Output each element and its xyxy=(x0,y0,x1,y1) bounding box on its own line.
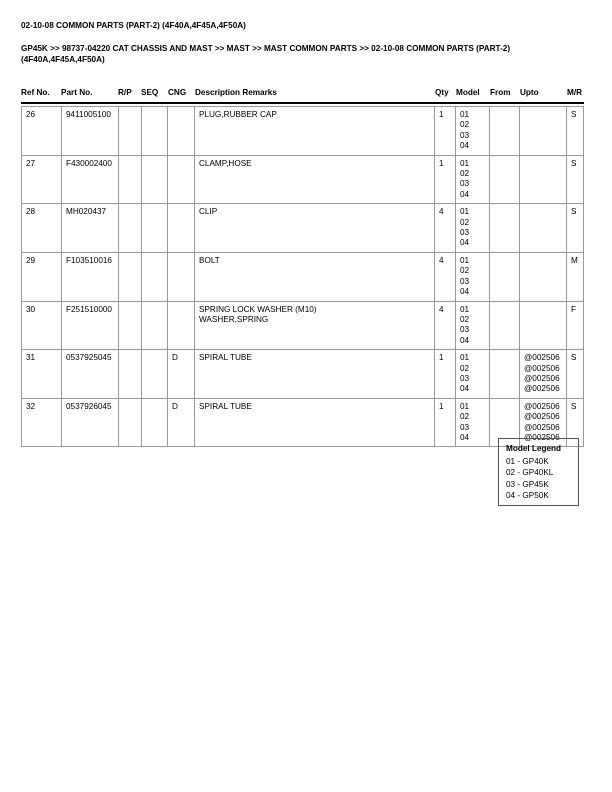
model-line: 01 xyxy=(460,304,470,314)
seq-cell xyxy=(142,350,168,399)
ref-no-cell: 28 xyxy=(22,204,62,253)
cng-cell xyxy=(168,252,195,301)
header-ref-no: Ref No. xyxy=(21,88,50,97)
part-no-cell: 0537925045 xyxy=(62,350,119,399)
part-no-cell: F103510016 xyxy=(62,252,119,301)
legend-item: 01 - GP40K xyxy=(506,457,549,467)
rp-cell xyxy=(119,252,142,301)
model-line: 01 xyxy=(460,158,470,168)
table-row xyxy=(22,252,584,301)
cng-cell: D xyxy=(168,350,195,399)
description-line: SPIRAL TUBE xyxy=(199,401,252,411)
cng-cell xyxy=(168,107,195,156)
description-line: SPRING LOCK WASHER (M10) xyxy=(199,304,317,314)
from-cell xyxy=(490,301,520,350)
model-line: 03 xyxy=(460,276,470,286)
description-line: SPIRAL TUBE xyxy=(199,353,252,363)
table-row xyxy=(22,301,584,350)
model-line: 04 xyxy=(460,432,470,442)
description-cell xyxy=(195,107,435,156)
ref-no-cell: 30 xyxy=(22,301,62,350)
upto-cell xyxy=(520,252,567,301)
part-no-cell: 0537926045 xyxy=(62,398,119,447)
rp-cell xyxy=(119,350,142,399)
part-no-cell: F251510000 xyxy=(62,301,119,350)
upto-line: @002506 xyxy=(524,422,560,432)
model-cell xyxy=(456,350,490,399)
description-line: BOLT xyxy=(199,255,220,265)
breadcrumb xyxy=(21,44,591,65)
seq-cell xyxy=(142,252,168,301)
model-line: 03 xyxy=(460,179,470,189)
qty-cell: 4 xyxy=(435,301,456,350)
table-row xyxy=(22,204,584,253)
cng-cell xyxy=(168,155,195,204)
seq-cell xyxy=(142,398,168,447)
rp-cell xyxy=(119,398,142,447)
legend-item: 02 - GP40KL xyxy=(506,468,554,478)
cng-cell xyxy=(168,204,195,253)
upto-line: @002506 xyxy=(524,412,560,422)
model-line: 03 xyxy=(460,373,470,383)
mr-cell: S xyxy=(567,107,584,156)
from-cell xyxy=(490,107,520,156)
mr-cell: S xyxy=(567,155,584,204)
model-line: 03 xyxy=(460,325,470,335)
table-row xyxy=(22,107,584,156)
model-line: 04 xyxy=(460,141,470,151)
header-rp: R/P xyxy=(118,88,132,97)
model-legend xyxy=(498,438,579,506)
seq-cell xyxy=(142,155,168,204)
description-cell xyxy=(195,301,435,350)
ref-no-cell: 27 xyxy=(22,155,62,204)
qty-cell: 1 xyxy=(435,398,456,447)
header-qty: Qty xyxy=(435,88,449,97)
model-line: 04 xyxy=(460,335,470,345)
upto-line: @002506 xyxy=(524,363,560,373)
part-no-cell: MH020437 xyxy=(62,204,119,253)
upto-line: @002506 xyxy=(524,401,560,411)
from-cell xyxy=(490,252,520,301)
upto-cell xyxy=(520,350,567,399)
model-cell xyxy=(456,301,490,350)
from-cell xyxy=(490,204,520,253)
model-line: 03 xyxy=(460,228,470,238)
parts-table-body xyxy=(22,107,584,447)
model-line: 02 xyxy=(460,169,470,179)
qty-cell: 1 xyxy=(435,350,456,399)
parts-table xyxy=(21,106,584,447)
model-cell xyxy=(456,252,490,301)
breadcrumb-line-2: (4F40A,4F45A,4F50A) xyxy=(21,54,105,64)
description-line: PLUG,RUBBER CAP xyxy=(199,110,277,119)
upto-line: @002506 xyxy=(524,432,560,442)
qty-cell: 1 xyxy=(435,155,456,204)
header-cng: CNG xyxy=(168,88,187,97)
part-no-cell: F430002400 xyxy=(62,155,119,204)
upto-line: @002506 xyxy=(524,353,560,363)
breadcrumb-line-1: GP45K >> 98737-04220 CAT CHASSIS AND MAST >> MAST >> MAST COMMON PARTS >> 02-10-08 COMMON PARTS (PART-2) xyxy=(21,44,511,53)
page-title: 02-10-08 COMMON PARTS (PART-2) (4F40A,4F45A,4F50A) xyxy=(21,21,246,30)
model-line: 02 xyxy=(460,314,470,324)
ref-no-cell: 31 xyxy=(22,350,62,399)
model-cell xyxy=(456,398,490,447)
model-line: 01 xyxy=(460,255,470,265)
upto-cell xyxy=(520,204,567,253)
ref-no-cell: 26 xyxy=(22,107,62,156)
model-line: 04 xyxy=(460,384,470,394)
model-cell xyxy=(456,204,490,253)
model-cell xyxy=(456,107,490,156)
upto-line: @002506 xyxy=(524,384,560,394)
cng-cell: D xyxy=(168,398,195,447)
seq-cell xyxy=(142,301,168,350)
seq-cell xyxy=(142,204,168,253)
description-cell xyxy=(195,204,435,253)
model-line: 04 xyxy=(460,189,470,199)
from-cell xyxy=(490,350,520,399)
header-mr: M/R xyxy=(567,88,583,97)
table-row xyxy=(22,155,584,204)
description-cell xyxy=(195,155,435,204)
header-seq: SEQ xyxy=(141,88,159,97)
description-cell xyxy=(195,398,435,447)
description-line: CLIP xyxy=(199,207,218,217)
header-upto: Upto xyxy=(520,88,539,97)
mr-cell: S xyxy=(567,204,584,253)
table-row xyxy=(22,350,584,399)
rp-cell xyxy=(119,204,142,253)
qty-cell: 1 xyxy=(435,107,456,156)
model-line: 01 xyxy=(460,401,470,411)
header-from: From xyxy=(490,88,511,97)
model-legend-items xyxy=(506,456,578,501)
model-line: 02 xyxy=(460,120,470,130)
ref-no-cell: 32 xyxy=(22,398,62,447)
model-line: 01 xyxy=(460,353,470,363)
description-line: CLAMP,HOSE xyxy=(199,158,252,168)
mr-cell: M xyxy=(567,252,584,301)
model-line: 02 xyxy=(460,217,470,227)
upto-line: @002506 xyxy=(524,373,560,383)
from-cell xyxy=(490,155,520,204)
header-divider xyxy=(21,102,584,104)
cng-cell xyxy=(168,301,195,350)
qty-cell: 4 xyxy=(435,252,456,301)
model-line: 01 xyxy=(460,207,470,217)
mr-cell: S xyxy=(567,350,584,399)
legend-item: 04 - GP50K xyxy=(506,490,549,500)
description-cell xyxy=(195,350,435,399)
rp-cell xyxy=(119,107,142,156)
model-line: 01 xyxy=(460,110,470,119)
model-line: 03 xyxy=(460,130,470,140)
mr-cell: F xyxy=(567,301,584,350)
description-line: WASHER,SPRING xyxy=(199,314,269,324)
description-cell xyxy=(195,252,435,301)
model-legend-title: Model Legend xyxy=(506,444,562,453)
seq-cell xyxy=(142,107,168,156)
model-line: 02 xyxy=(460,412,470,422)
rp-cell xyxy=(119,155,142,204)
model-line: 04 xyxy=(460,287,470,297)
upto-cell xyxy=(520,155,567,204)
model-line: 03 xyxy=(460,422,470,432)
model-line: 04 xyxy=(460,238,470,248)
part-no-cell: 9411005100 xyxy=(62,107,119,156)
model-line: 02 xyxy=(460,363,470,373)
rp-cell xyxy=(119,301,142,350)
upto-cell xyxy=(520,107,567,156)
qty-cell: 4 xyxy=(435,204,456,253)
header-model: Model xyxy=(456,88,480,97)
mr-cell: S xyxy=(567,398,584,447)
header-description: Description Remarks xyxy=(195,88,277,97)
model-cell xyxy=(456,155,490,204)
upto-cell xyxy=(520,301,567,350)
legend-item: 03 - GP45K xyxy=(506,479,549,489)
ref-no-cell: 29 xyxy=(22,252,62,301)
model-line: 02 xyxy=(460,266,470,276)
header-part-no: Part No. xyxy=(61,88,93,97)
